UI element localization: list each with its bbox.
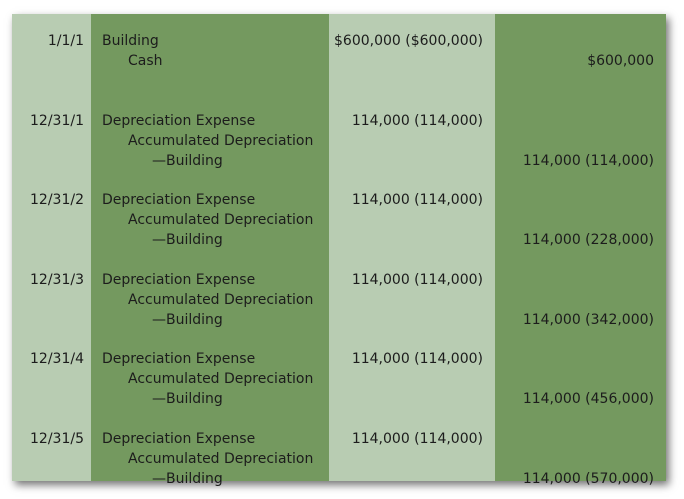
credit-account-name: Cash bbox=[128, 53, 163, 69]
debit-amount: 114,000 (114,000) bbox=[351, 272, 483, 288]
entry-date: 12/31/1 bbox=[30, 113, 84, 129]
credit-account-name: Accumulated Depreciation bbox=[128, 133, 314, 149]
credit-amount: 114,000 (342,000) bbox=[522, 312, 654, 328]
credit-account-name: —Building bbox=[152, 312, 223, 328]
entry-date: 12/31/5 bbox=[30, 431, 84, 447]
credit-account-name: Accumulated Depreciation bbox=[128, 292, 314, 308]
entry-date: 12/31/3 bbox=[30, 272, 84, 288]
credit-amount: 114,000 (570,000) bbox=[522, 471, 654, 487]
debit-column bbox=[329, 14, 495, 481]
journal-entries-table bbox=[12, 14, 666, 487]
credit-account-name: —Building bbox=[152, 391, 223, 407]
credit-amount: 114,000 (456,000) bbox=[522, 391, 654, 407]
debit-account-name: Depreciation Expense bbox=[102, 431, 256, 447]
debit-amount: 114,000 (114,000) bbox=[351, 431, 483, 447]
credit-account-name: —Building bbox=[152, 232, 223, 248]
debit-account-name: Depreciation Expense bbox=[102, 113, 256, 129]
debit-amount: $600,000 ($600,000) bbox=[334, 33, 483, 49]
debit-amount: 114,000 (114,000) bbox=[351, 113, 483, 129]
account-column bbox=[91, 14, 329, 487]
debit-amount: 114,000 (114,000) bbox=[351, 192, 483, 208]
credit-column bbox=[495, 14, 666, 487]
debit-amount: 114,000 (114,000) bbox=[351, 351, 483, 367]
credit-account-name: —Building bbox=[152, 153, 223, 169]
credit-amount: 114,000 (114,000) bbox=[522, 153, 654, 169]
debit-account-name: Depreciation Expense bbox=[102, 192, 256, 208]
credit-amount: $600,000 bbox=[587, 53, 654, 69]
credit-account-name: Accumulated Depreciation bbox=[128, 451, 314, 467]
credit-account-name: —Building bbox=[152, 471, 223, 487]
date-column bbox=[12, 14, 91, 481]
entry-date: 12/31/2 bbox=[30, 192, 84, 208]
credit-account-name: Accumulated Depreciation bbox=[128, 212, 314, 228]
credit-account-name: Accumulated Depreciation bbox=[128, 371, 314, 387]
entry-date: 12/31/4 bbox=[30, 351, 84, 367]
entry-date: 1/1/1 bbox=[47, 33, 84, 49]
debit-account-name: Depreciation Expense bbox=[102, 351, 256, 367]
debit-account-name: Depreciation Expense bbox=[102, 272, 256, 288]
credit-amount: 114,000 (228,000) bbox=[522, 232, 654, 248]
debit-account-name: Building bbox=[102, 33, 159, 49]
